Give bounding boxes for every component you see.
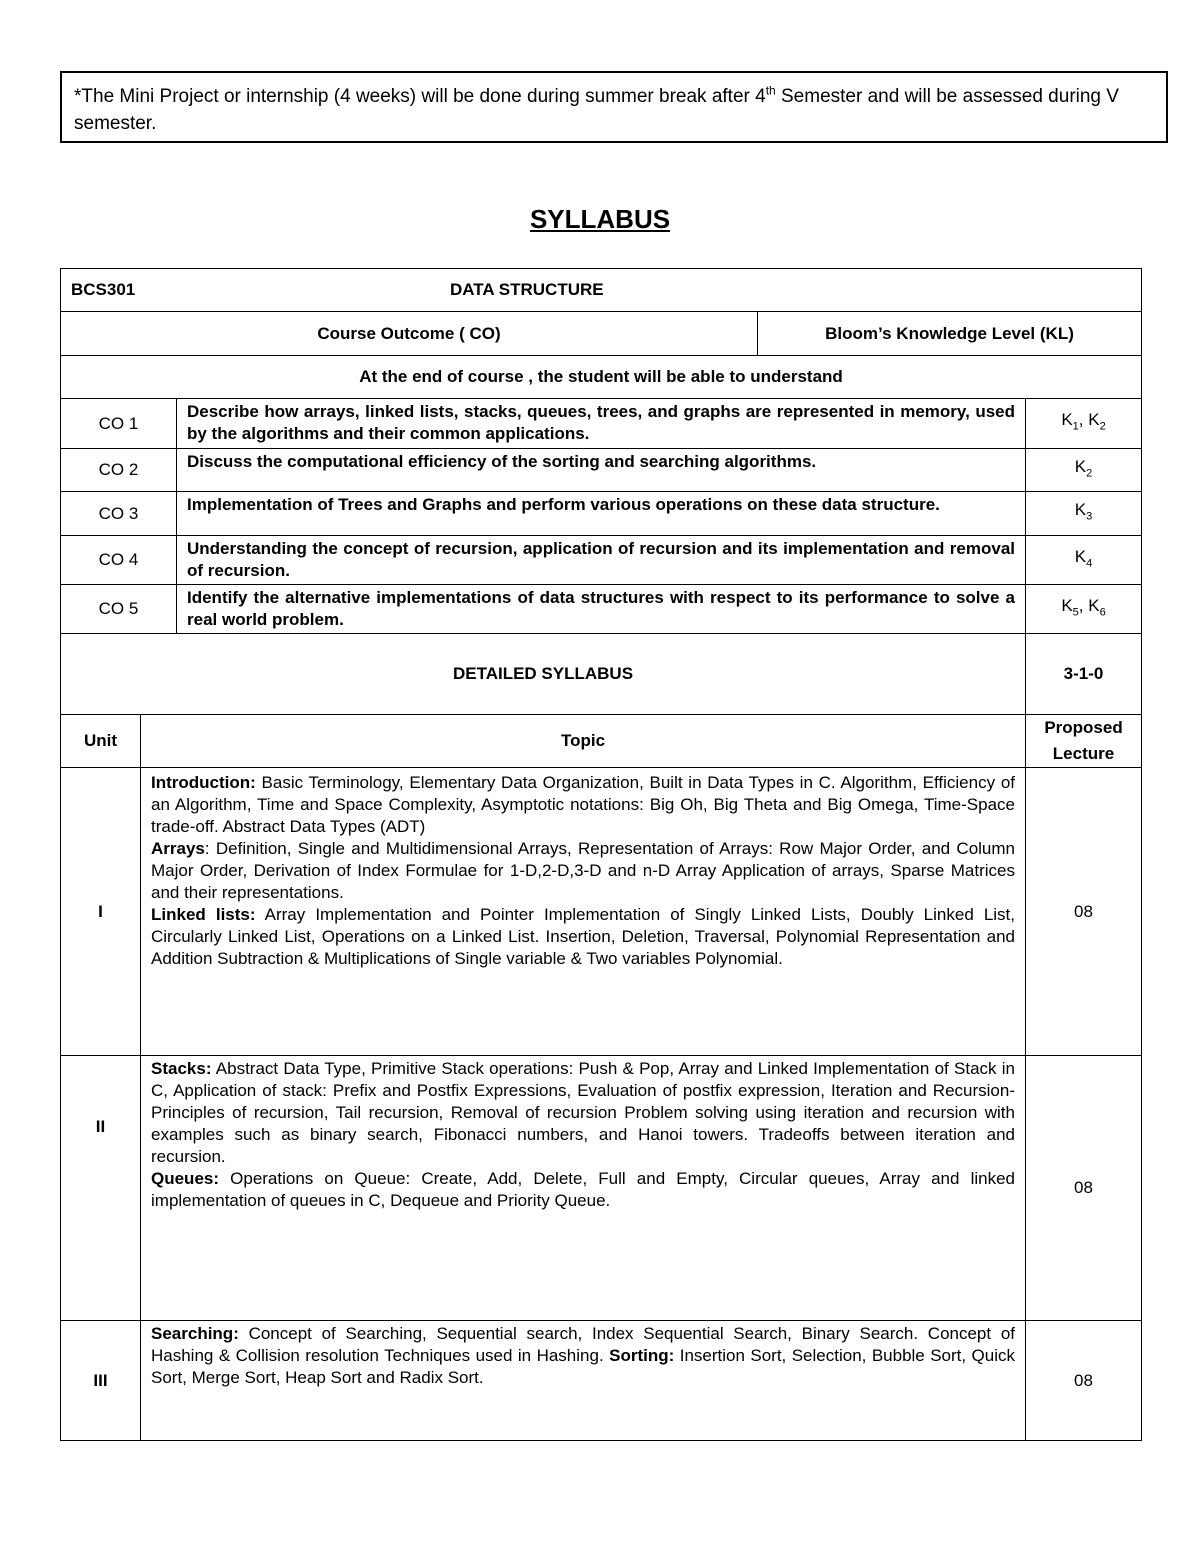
- co-description: Discuss the computational efficiency of the sorting and searching algorithms.: [177, 449, 1026, 492]
- kl-letter: K: [1088, 595, 1100, 615]
- topic-heading: Sorting:: [609, 1346, 675, 1365]
- kl-letter: K: [1088, 410, 1100, 430]
- outcome-header-row: [61, 312, 1142, 356]
- detailed-syllabus-row: [61, 634, 1142, 715]
- topic-block: [151, 838, 1015, 904]
- co-kl: $K_5$, $K_6$: [1026, 585, 1142, 634]
- topic-block: [151, 904, 1015, 970]
- page-title: SYLLABUS: [529, 204, 671, 234]
- kl-subscript: 2: [1099, 420, 1106, 433]
- kl-letter: K: [1074, 456, 1087, 476]
- intro-text: At the end of course , the student will be able to understand: [61, 356, 1142, 399]
- note-text-end: Semester and will be assessed during V semester.: [74, 86, 1119, 134]
- unit-lectures: 08: [1026, 1056, 1142, 1321]
- ltp-value: 3-1-0: [1026, 634, 1142, 715]
- topic-block: [151, 1168, 1015, 1212]
- kl-letter: K: [1074, 546, 1087, 566]
- co-id: CO 1: [61, 399, 177, 449]
- unit-number: II: [61, 1056, 141, 1321]
- kl-subscript: 2: [1086, 467, 1093, 480]
- co-kl: [1026, 449, 1142, 492]
- co-row: [61, 492, 1142, 536]
- topic-body: Concept of Searching, Sequential search, Index Sequential Search, Binary Search. Concept of Hashing & Collision resolution Techniques used in Hashing.: [151, 1324, 1015, 1365]
- co-description: Implementation of Trees and Graphs and perform various operations on these data structure.: [177, 492, 1026, 536]
- co-row: [61, 399, 1142, 449]
- kl-subscript: 6: [1099, 606, 1106, 619]
- unit-topics: [141, 1056, 1026, 1321]
- lecture-header: Proposed Lecture: [1026, 715, 1142, 768]
- topic-body: Operations on Queue: Create, Add, Delete, Full and Empty, Circular queues, Array and linked implementation of queues in C, Dequeue and Priority Queue.: [151, 1169, 1015, 1210]
- unit-topics: [141, 768, 1026, 1056]
- kl-letter: K: [1061, 595, 1073, 615]
- course-row: [61, 269, 1142, 312]
- co-row: [61, 536, 1142, 585]
- unit-header: Unit: [61, 715, 141, 768]
- intro-row: [61, 356, 1142, 399]
- course-code: BCS301: [71, 280, 136, 299]
- kl-subscript: 4: [1086, 557, 1093, 570]
- kl-letter: K: [1074, 500, 1087, 520]
- unit-header-row: [61, 715, 1142, 768]
- blooms-level-header: Bloom’s Knowledge Level (KL): [758, 312, 1142, 356]
- kl-subscript: 3: [1086, 510, 1093, 523]
- unit-number: III: [61, 1321, 141, 1441]
- internship-note: [60, 71, 1168, 143]
- kl-letter: K: [1061, 410, 1073, 430]
- co-kl: $K_1$, $K_2$: [1026, 399, 1142, 449]
- co-description: Understanding the concept of recursion, application of recursion and its implementation and removal of recursion.: [177, 536, 1026, 585]
- co-description: Describe how arrays, linked lists, stacks, queues, trees, and graphs are represented in memory, used by the algorithms and their common applications.: [177, 399, 1026, 449]
- topic-body: Abstract Data Type, Primitive Stack operations: Push & Pop, Array and Linked Implementation of Stack in C, Application of stack: Prefix and Postfix Expressions, Evaluation of postfix expression, Iteration and Recursion- Principles of recursion, Tail recursion, Removal of recursion Problem solving using iteration and recursion with examples such as binary search, Fibonacci numbers, and Hanoi towers. Tradeoffs between iteration and recursion.: [151, 1059, 1015, 1166]
- co-id: CO 2: [61, 449, 177, 492]
- topic-body: Insertion Sort, Selection, Bubble Sort, Quick Sort, Merge Sort, Heap Sort and Radix Sort.: [151, 1346, 1016, 1387]
- unit-lectures: 08: [1026, 768, 1142, 1056]
- topic-heading: Introduction:: [151, 773, 256, 792]
- co-id: CO 4: [61, 536, 177, 585]
- unit-row: [61, 1056, 1142, 1321]
- co-description: Identify the alternative implementations of data structures with respect to its performance to solve a real world problem.: [177, 585, 1026, 634]
- topic-heading: Linked lists:: [151, 905, 256, 924]
- unit-lectures: 08: [1026, 1321, 1142, 1441]
- topic-block: [151, 772, 1015, 838]
- course-name: DATA STRUCTURE: [450, 280, 604, 299]
- topic-heading: Arrays: [151, 839, 205, 858]
- co-row: [61, 585, 1142, 634]
- note-text: *The Mini Project or internship (4 weeks) will be done during summer break after 4: [74, 86, 766, 107]
- co-id: CO 3: [61, 492, 177, 536]
- detailed-syllabus-label: DETAILED SYLLABUS: [61, 634, 1026, 715]
- topic-heading: Searching:: [151, 1324, 239, 1343]
- co-kl: [1026, 492, 1142, 536]
- syllabus-table: [60, 268, 1142, 1441]
- topic-body: Basic Terminology, Elementary Data Organization, Built in Data Types in C. Algorithm, Efficiency of an Algorithm, Time and Space Complexity, Asymptotic notations: Big Oh, Big Theta and Big Omega, Time-Space trade-off. Abstract Data Types (ADT): [151, 773, 1015, 836]
- unit-row: [61, 768, 1142, 1056]
- co-id: CO 5: [61, 585, 177, 634]
- course-outcome-header: Course Outcome ( CO): [61, 312, 758, 356]
- kl-subscript: 5: [1072, 606, 1079, 619]
- topic-block: [151, 1058, 1015, 1168]
- topic-block: [151, 1323, 1015, 1389]
- topic-heading: Queues:: [151, 1169, 220, 1188]
- topic-heading: Stacks:: [151, 1059, 212, 1078]
- co-row: [61, 449, 1142, 492]
- co-kl: [1026, 536, 1142, 585]
- topic-body: : Definition, Single and Multidimensional Arrays, Representation of Arrays: Row Major Order, and Column Major Order, Derivation of Index Formulae for 1-D,2-D,3-D and n-D Array Application of arrays, Sparse Matrices and their representations.: [151, 839, 1015, 902]
- topic-body: Array Implementation and Pointer Implementation of Singly Linked Lists, Doubly Linked List, Circularly Linked List, Operations on a Linked List. Insertion, Deletion, Traversal, Polynomial Representation and Addition Subtraction & Multiplications of Single variable & Two variables Polynomial.: [151, 905, 1016, 968]
- unit-topics: [141, 1321, 1026, 1441]
- unit-number: I: [61, 768, 141, 1056]
- unit-row: [61, 1321, 1142, 1441]
- kl-subscript: 1: [1072, 420, 1079, 433]
- topic-header: Topic: [141, 715, 1026, 768]
- note-superscript: th: [765, 83, 776, 98]
